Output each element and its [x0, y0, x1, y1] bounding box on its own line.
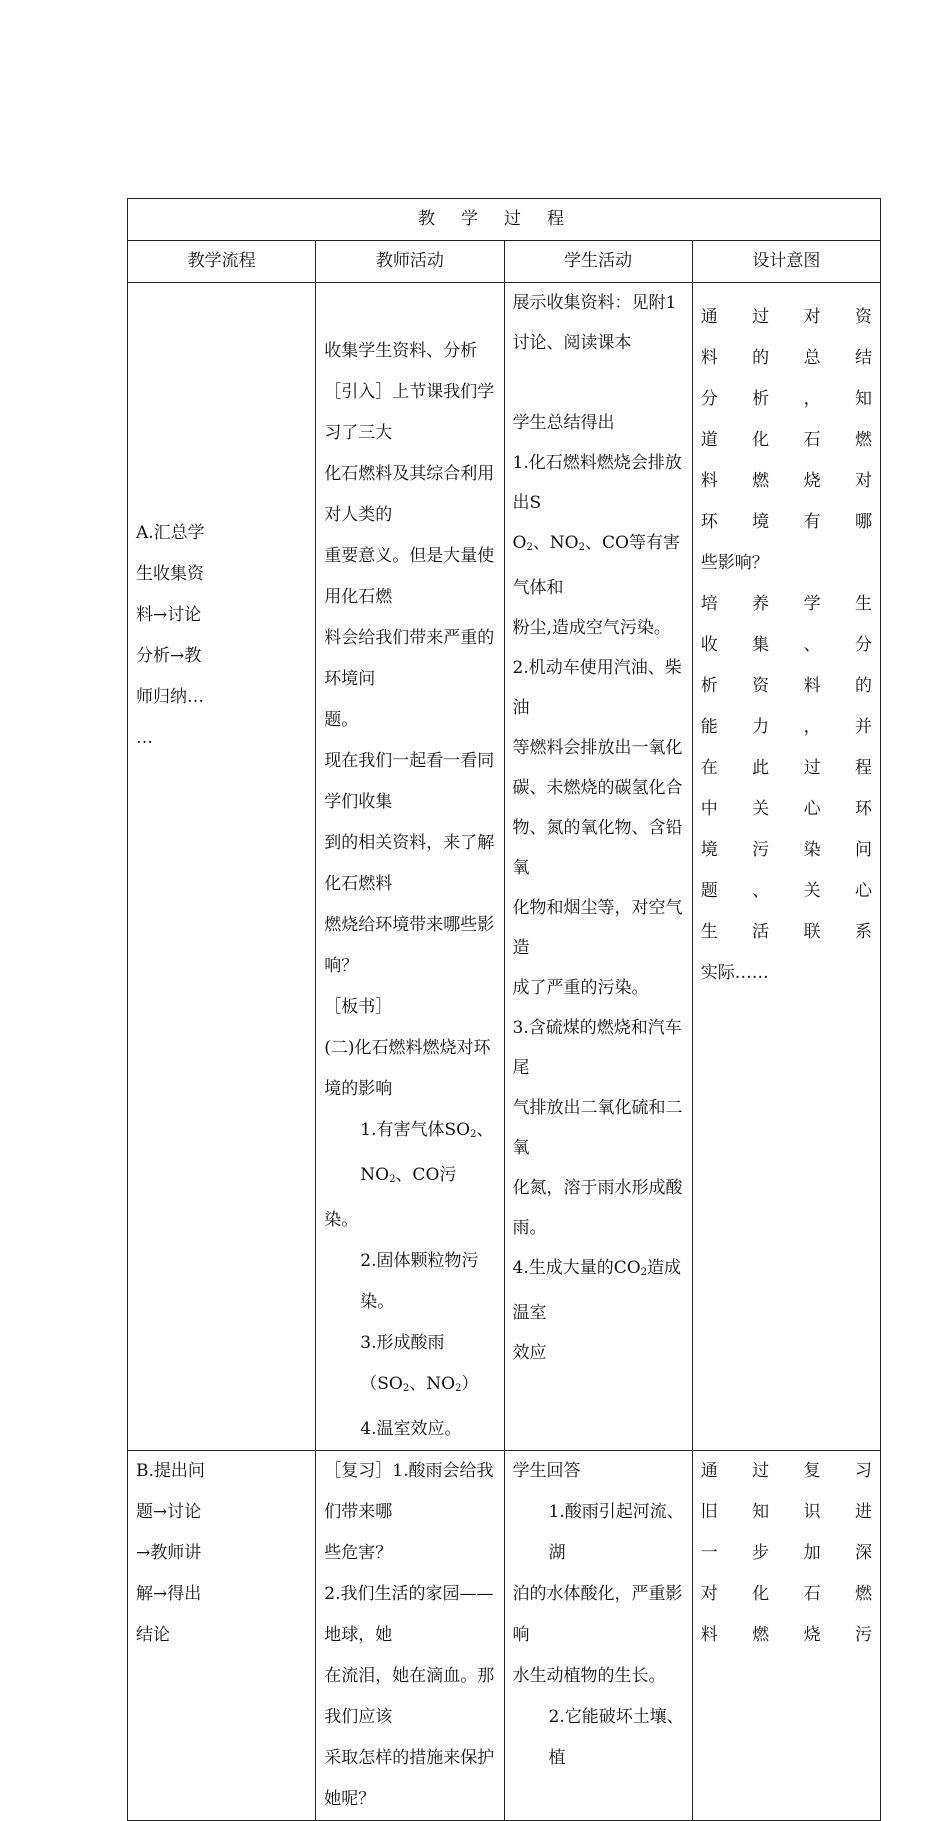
teacher-text: 收集学生资料、分析 ［引入］上节课我们学习了三大 化石燃料及其综合利用对人类的 重要意义。但是大量使用化石燃 料会给我们带来严重的环境问 题。 现在我们一起看一看同学们收集 到的相关资料，来了解化石燃料 燃烧给环境带来哪些影响？ ［板书］ (二)化石燃料燃烧对环境的影响 1.有害气体$SO_2$、$NO_2$、CO污 染。 2.固体颗粒物污染。 3.形成酸雨（$SO_2$、$NO_2$） 4.温室效应。 [324, 331, 495, 1450]
list-item: 1.有害气体$SO_2$、$NO_2$、CO污 [360, 1120, 494, 1185]
student-cell-a [504, 283, 692, 1451]
header-purpose: 设计意图 [692, 241, 880, 283]
student-text: 展示收集资料：见附1 讨论、阅读课本 学生总结得出 1.化石燃料燃烧会排放出S $O_2$、$NO_2$、CO等有害气体和 粉尘,造成空气污染。 2.机动车使用汽油、柴油 等燃料会排放出一氧化 碳、未燃烧的碳氢化合 物、氮的氧化物、含铅氧 化物和烟尘等，对空气造 成了严重的污染。 3.含硫煤的燃烧和汽车尾 气排放出二氧化硫和二氧 化氮，溶于雨水形成酸 雨。 4.生成大量的$CO_2$造成温室 效应 [512, 293, 683, 1363]
teaching-process-table [127, 198, 881, 1821]
table-title: 教学过程 [128, 199, 881, 241]
purpose-text: 通过对资 料的总结 分析，知 道化石燃 料燃烧对 环境有哪 些影响？ 培养学生 收集、分 析资料的 能力，并 在此过程 中关心环 境污染问 题、关心 生活联系 实际…… [700, 307, 872, 983]
student-cell-b: 学生回答 1.酸雨引起河流、湖 泊的水体酸化，严重影响 水生动植物的生长。 2.它能破坏土壤、植 [504, 1451, 692, 1821]
header-teacher: 教师活动 [316, 241, 504, 283]
header-student: 学生活动 [504, 241, 692, 283]
list-item: 4.温室效应。 [360, 1419, 462, 1439]
table-row [128, 1451, 881, 1821]
flow-cell-b: B.提出问 题→讨论 →教师讲 解→得出 结论 [128, 1451, 316, 1821]
purpose-cell-a [692, 283, 880, 1451]
table-row [128, 283, 881, 1451]
header-flow: 教学流程 [128, 241, 316, 283]
teacher-cell-a [316, 283, 504, 1451]
list-item: 3.形成酸雨（$SO_2$、$NO_2$） [360, 1333, 479, 1394]
purpose-cell-b: 通过复习 旧知识进 一步加深 对化石燃 料燃烧污 [692, 1451, 880, 1821]
flow-text: A.汇总学 生收集资 料→讨论 分析→教 师归纳… … [136, 523, 205, 748]
teacher-cell-b: ［复习］1.酸雨会给我们带来哪 些危害？ 2.我们生活的家园——地球，她 在流泪，她在滴血。那我们应该 采取怎样的措施来保护她呢？ [316, 1451, 504, 1821]
list-item: 2.固体颗粒物污染。 [360, 1251, 479, 1312]
flow-cell-a [128, 283, 316, 1451]
